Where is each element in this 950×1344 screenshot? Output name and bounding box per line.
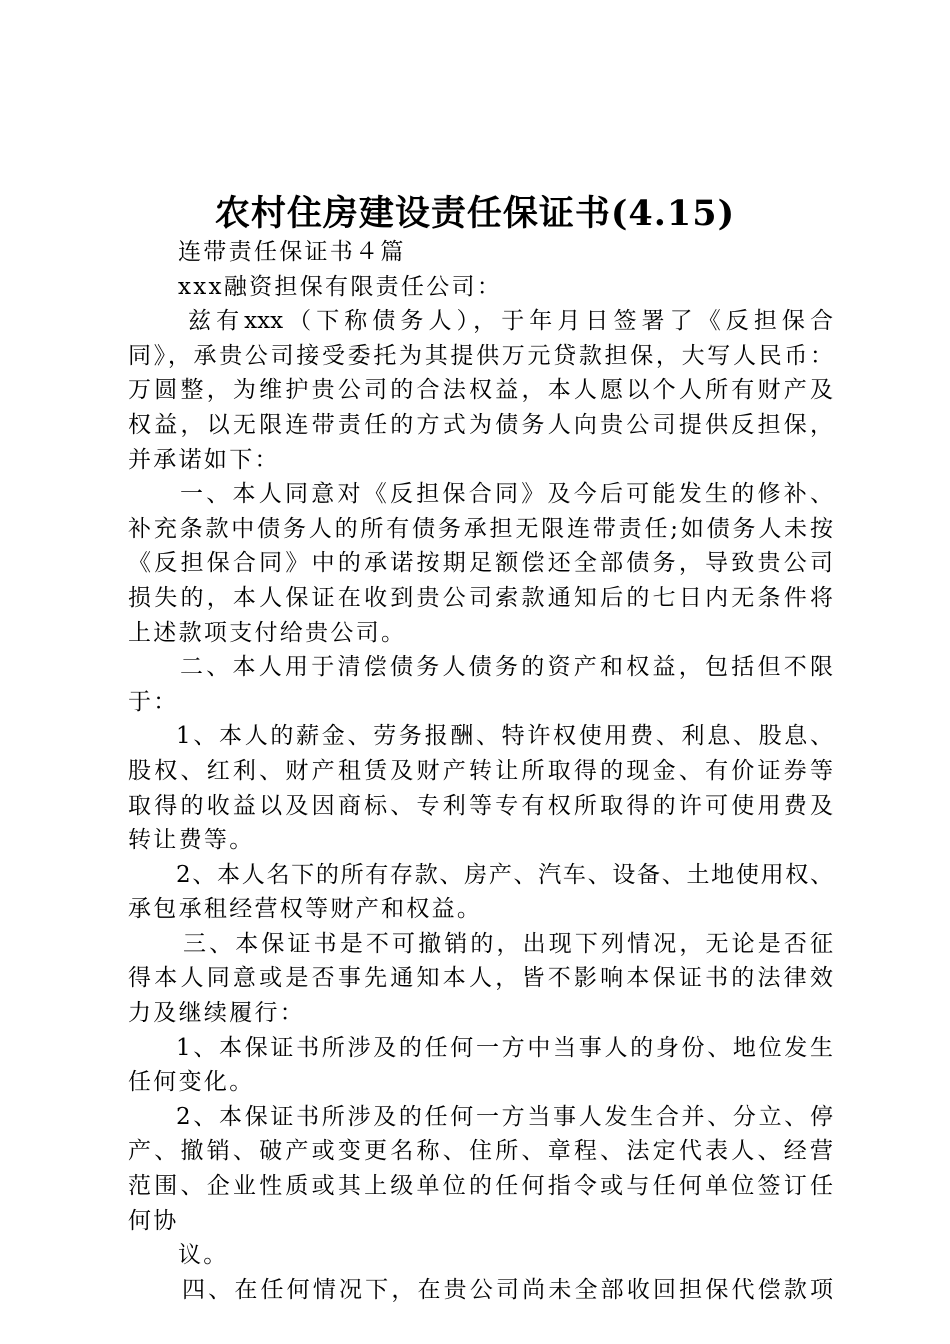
paragraph-line: 范围、企业性质或其上级单位的任何指令或与任何单位签订任: [128, 1173, 833, 1200]
paragraph-line: 兹有xxx（下称债务人），于年月日签署了《反担保合: [188, 308, 833, 335]
paragraph-line: 议。: [178, 1242, 229, 1269]
paragraph-line: 1、本保证书所涉及的任何一方中当事人的身份、地位发生: [176, 1034, 833, 1061]
paragraph-line: 三、本保证书是不可撤销的，出现下列情况，无论是否征: [183, 930, 833, 957]
document-body: [128, 235, 833, 1307]
paragraph-line: 得本人同意或是否事先通知本人，皆不影响本保证书的法律效: [128, 965, 833, 992]
paragraph-line: 并承诺如下：: [128, 446, 280, 473]
paragraph-line: 1、本人的薪金、劳务报酬、特许权使用费、利息、股息、: [176, 723, 833, 750]
paragraph-line: 产、撤销、破产或变更名称、住所、章程、法定代表人、经营: [128, 1138, 833, 1165]
paragraph-line: 转让费等。: [128, 827, 255, 854]
paragraph-line: 2、本保证书所涉及的任何一方当事人发生合并、分立、停: [176, 1103, 833, 1130]
paragraph-line: 于：: [128, 688, 179, 715]
paragraph-line: 上述款项支付给贵公司。: [128, 619, 407, 646]
paragraph-line: 同》，承贵公司接受委托为其提供万元贷款担保，大写人民币：: [128, 342, 833, 369]
paragraph-line: 任何变化。: [128, 1069, 255, 1096]
paragraph-line: 二、本人用于清偿债务人债务的资产和权益，包括但不限: [180, 654, 833, 681]
paragraph-line: 补充条款中债务人的所有债务承担无限连带责任;如债务人未按: [128, 515, 833, 542]
document-title: 农村住房建设责任保证书(4.15): [214, 193, 736, 234]
paragraph-line: 权益，以无限连带责任的方式为债务人向贵公司提供反担保，: [128, 411, 833, 438]
paragraph-line: 四、在任何情况下，在贵公司尚未全部收回担保代偿款项: [182, 1276, 833, 1303]
paragraph-line: 何协: [128, 1207, 179, 1234]
paragraph-line: 取得的收益以及因商标、专利等专有权所取得的许可使用费及: [128, 792, 833, 819]
paragraph-line: 承包承租经营权等财产和权益。: [128, 896, 483, 923]
paragraph-line: 2、本人名下的所有存款、房产、汽车、设备、土地使用权、: [176, 861, 833, 888]
paragraph-line: 股权、红利、财产租赁及财产转让所取得的现金、有价证券等: [128, 757, 833, 784]
subtitle-line: 连带责任保证书４篇: [178, 239, 406, 265]
paragraph-line: 《反担保合同》中的承诺按期足额偿还全部债务，导致贵公司: [128, 550, 833, 577]
paragraph-line: 万圆整，为维护贵公司的合法权益，本人愿以个人所有财产及: [128, 377, 833, 404]
addressee-line: xxx融资担保有限责任公司：: [178, 273, 503, 300]
paragraph-line: 力及继续履行：: [128, 1000, 306, 1027]
paragraph-line: 损失的，本人保证在收到贵公司索款通知后的七日内无条件将: [128, 584, 833, 611]
paragraph-line: 一、本人同意对《反担保合同》及今后可能发生的修补、: [180, 481, 833, 508]
